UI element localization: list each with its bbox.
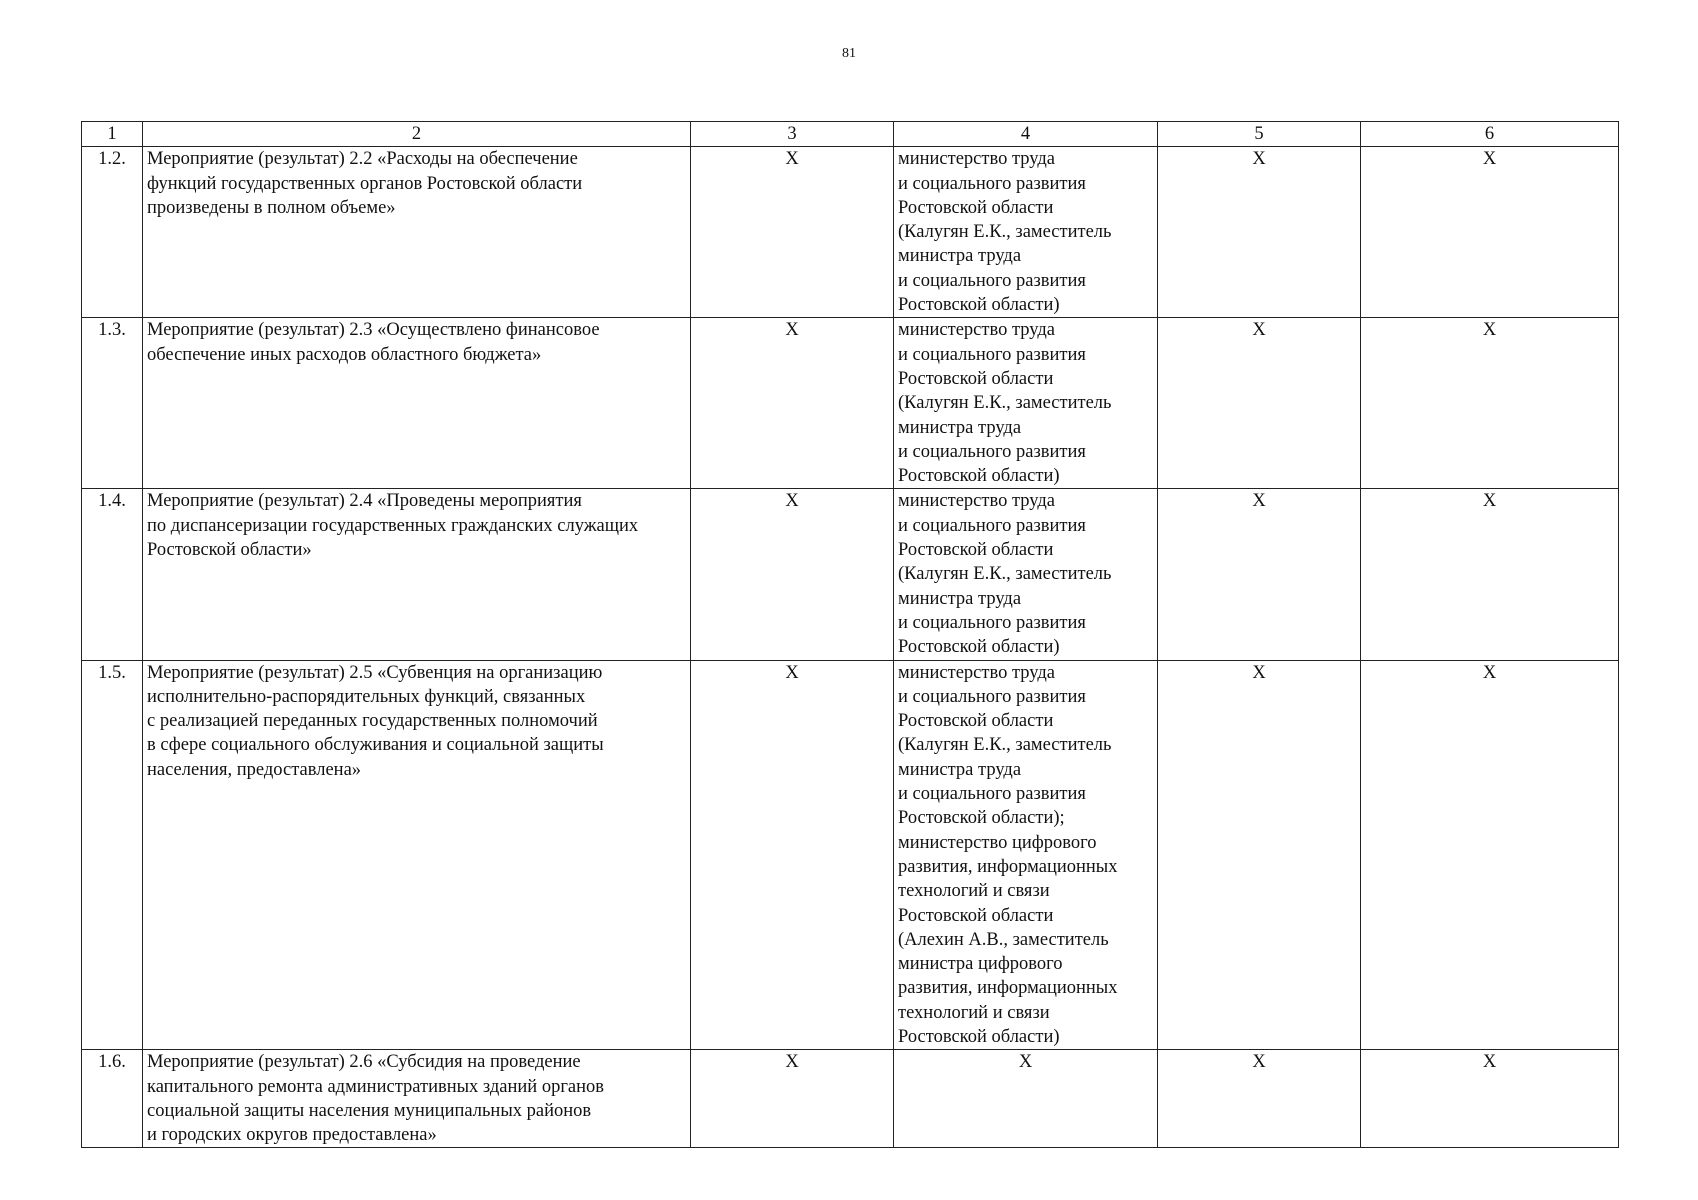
text-line: Мероприятие (результат) 2.6 «Субсидия на проведение [147, 1052, 581, 1073]
text-line: и социального развития [898, 270, 1086, 291]
col5-mark: X [1158, 147, 1361, 318]
text-line: министра труда [898, 588, 1022, 609]
header-cell: 5 [1158, 122, 1361, 147]
header-cell: 2 [143, 122, 691, 147]
text-line: и социального развития [898, 173, 1086, 194]
table-header-row [82, 122, 1619, 147]
text-line: исполнительно-распорядительных функций, связанных [147, 686, 586, 707]
text-line: министра труда [898, 417, 1022, 438]
row-number: 1.4. [82, 489, 143, 660]
text-line: Ростовской области) [898, 466, 1060, 487]
text-line: Ростовской области) [898, 637, 1060, 658]
text-line: (Калугян Е.К., заместитель [898, 393, 1112, 414]
measure-description [143, 660, 691, 1050]
col4-mark: X [894, 1050, 1158, 1148]
text-line: развития, информационных [898, 856, 1118, 877]
text-line: и социального развития [898, 441, 1086, 462]
text-line: Мероприятие (результат) 2.5 «Субвенция на организацию [147, 662, 603, 683]
responsible-executor [894, 660, 1158, 1050]
responsible-executor [894, 318, 1158, 489]
col5-mark: X [1158, 489, 1361, 660]
col3-mark: X [691, 318, 894, 489]
text-line: Ростовской области); [898, 808, 1065, 829]
text-line: министерство труда [898, 491, 1055, 512]
header-cell: 4 [894, 122, 1158, 147]
text-line: Ростовской области [898, 905, 1054, 926]
text-line: министерство труда [898, 149, 1055, 170]
header-cell: 1 [82, 122, 143, 147]
text-line: министра труда [898, 246, 1022, 267]
text-line: Ростовской области [898, 197, 1054, 218]
table-row [82, 660, 1619, 1050]
text-line: Ростовской области [898, 368, 1054, 389]
text-line: социальной защиты населения муниципальных районов [147, 1100, 592, 1121]
measure-description [143, 489, 691, 660]
text-line: министерство труда [898, 320, 1055, 341]
col5-mark: X [1158, 318, 1361, 489]
text-line: Мероприятие (результат) 2.2 «Расходы на обеспечение [147, 149, 578, 170]
text-line: (Алехин А.В., заместитель [898, 929, 1109, 950]
text-line: в сфере социального обслуживания и социальной защиты [147, 735, 604, 756]
text-line: и социального развития [898, 784, 1086, 805]
measure-description [143, 318, 691, 489]
col6-mark: X [1361, 489, 1619, 660]
row-number: 1.6. [82, 1050, 143, 1148]
table-row [82, 318, 1619, 489]
text-line: с реализацией переданных государственных полномочий [147, 711, 598, 732]
text-line: и социального развития [898, 344, 1086, 365]
text-line: развития, информационных [898, 978, 1118, 999]
text-line: Мероприятие (результат) 2.4 «Проведены мероприятия [147, 491, 582, 512]
responsible-executor [894, 147, 1158, 318]
text-line: министра цифрового [898, 954, 1063, 975]
page-number: 81 [842, 46, 856, 61]
text-line: (Калугян Е.К., заместитель [898, 222, 1112, 243]
text-line: и социального развития [898, 515, 1086, 536]
col3-mark: X [691, 1050, 894, 1148]
text-line: министра труда [898, 759, 1022, 780]
header-cell: 6 [1361, 122, 1619, 147]
row-number: 1.3. [82, 318, 143, 489]
text-line: Ростовской области [898, 711, 1054, 732]
text-line: Ростовской области» [147, 540, 312, 561]
text-line: обеспечение иных расходов областного бюджета» [147, 344, 542, 365]
col6-mark: X [1361, 147, 1619, 318]
text-line: (Калугян Е.К., заместитель [898, 564, 1112, 585]
text-line: Ростовской области [898, 540, 1054, 561]
col5-mark: X [1158, 1050, 1361, 1148]
col3-mark: X [691, 489, 894, 660]
col6-mark: X [1361, 1050, 1619, 1148]
row-number: 1.5. [82, 660, 143, 1050]
text-line: капитального ремонта административных зданий органов [147, 1076, 605, 1097]
text-line: функций государственных органов Ростовской области [147, 173, 583, 194]
header-cell: 3 [691, 122, 894, 147]
text-line: министерство труда [898, 662, 1055, 683]
col6-mark: X [1361, 318, 1619, 489]
text-line: технологий и связи [898, 881, 1050, 902]
text-line: Мероприятие (результат) 2.3 «Осуществлено финансовое [147, 320, 600, 341]
text-line: Ростовской области) [898, 1026, 1060, 1047]
table-row [82, 1050, 1619, 1148]
col5-mark: X [1158, 660, 1361, 1050]
measures-table [81, 121, 1619, 1148]
text-line: министерство цифрового [898, 832, 1097, 853]
col6-mark: X [1361, 660, 1619, 1050]
table-row [82, 489, 1619, 660]
table-row [82, 147, 1619, 318]
text-line: по диспансеризации государственных гражданских служащих [147, 515, 639, 536]
text-line: произведены в полном объеме» [147, 197, 396, 218]
col3-mark: X [691, 147, 894, 318]
measure-description [143, 1050, 691, 1148]
row-number: 1.2. [82, 147, 143, 318]
text-line: Ростовской области) [898, 295, 1060, 316]
text-line: (Калугян Е.К., заместитель [898, 735, 1112, 756]
text-line: и социального развития [898, 612, 1086, 633]
text-line: и социального развития [898, 686, 1086, 707]
text-line: населения, предоставлена» [147, 759, 362, 780]
col3-mark: X [691, 660, 894, 1050]
text-line: технологий и связи [898, 1002, 1050, 1023]
responsible-executor [894, 489, 1158, 660]
text-line: и городских округов предоставлена» [147, 1125, 437, 1146]
measure-description [143, 147, 691, 318]
